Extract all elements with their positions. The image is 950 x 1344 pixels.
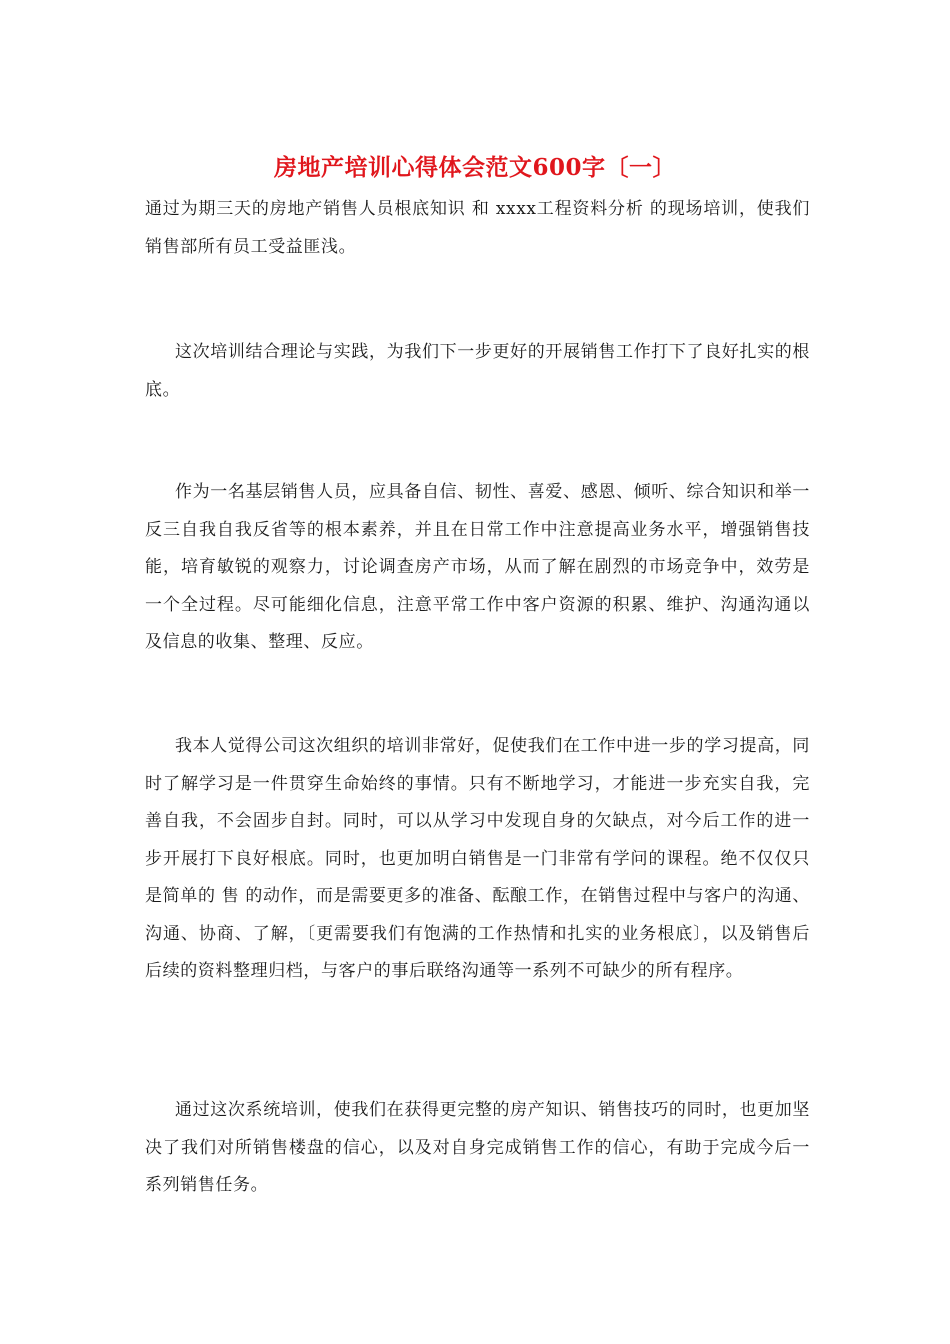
paragraph-1: 通过为期三天的房地产销售人员根底知识 和 xxxx工程资料分析 的现场培训，使我们销售部所有员工受益匪浅。	[145, 199, 810, 257]
paragraph-5: 通过这次系统培训，使我们在获得更完整的房产知识、销售技巧的同时，也更加坚决了我们对所销售楼盘的信心，以及对自身完成销售工作的信心，有助于完成今后一系列销售任务。	[145, 1100, 810, 1195]
paragraph-2: 这次培训结合理论与实践，为我们下一步更好的开展销售工作打下了良好扎实的根底。	[145, 342, 810, 400]
document-title: 房地产培训心得体会范文600字〔一〕	[273, 154, 676, 181]
paragraph-3: 作为一名基层销售人员，应具备自信、韧性、喜爱、感恩、倾听、综合知识和举一反三自我自我反省等的根本素养，并且在日常工作中注意提高业务水平，增强销售技能，培育敏锐的观察力，讨论调查房产市场，从而了解在剧烈的市场竞争中，效劳是一个全过程。尽可能细化信息，注意平常工作中客户资源的积累、维护、沟通沟通以及信息的收集、整理、反应。	[145, 482, 810, 652]
paragraph-4: 我本人觉得公司这次组织的培训非常好，促使我们在工作中进一步的学习提高，同时了解学习是一件贯穿生命始终的事情。只有不断地学习，才能进一步充实自我，完善自我，不会固步自封。同时，可以从学习中发现自身的欠缺点，对今后工作的进一步开展打下良好根底。同时，也更加明白销售是一门非常有学问的课程。绝不仅仅只是简单的 售 的动作，而是需要更多的准备、酝酿工作，在销售过程中与客户的沟通、沟通、协商、了解，〔更需要我们有饱满的工作热情和扎实的业务根底〕，以及销售后后续的资料整理归档，与客户的事后联络沟通等一系列不可缺少的所有程序。	[145, 736, 810, 981]
